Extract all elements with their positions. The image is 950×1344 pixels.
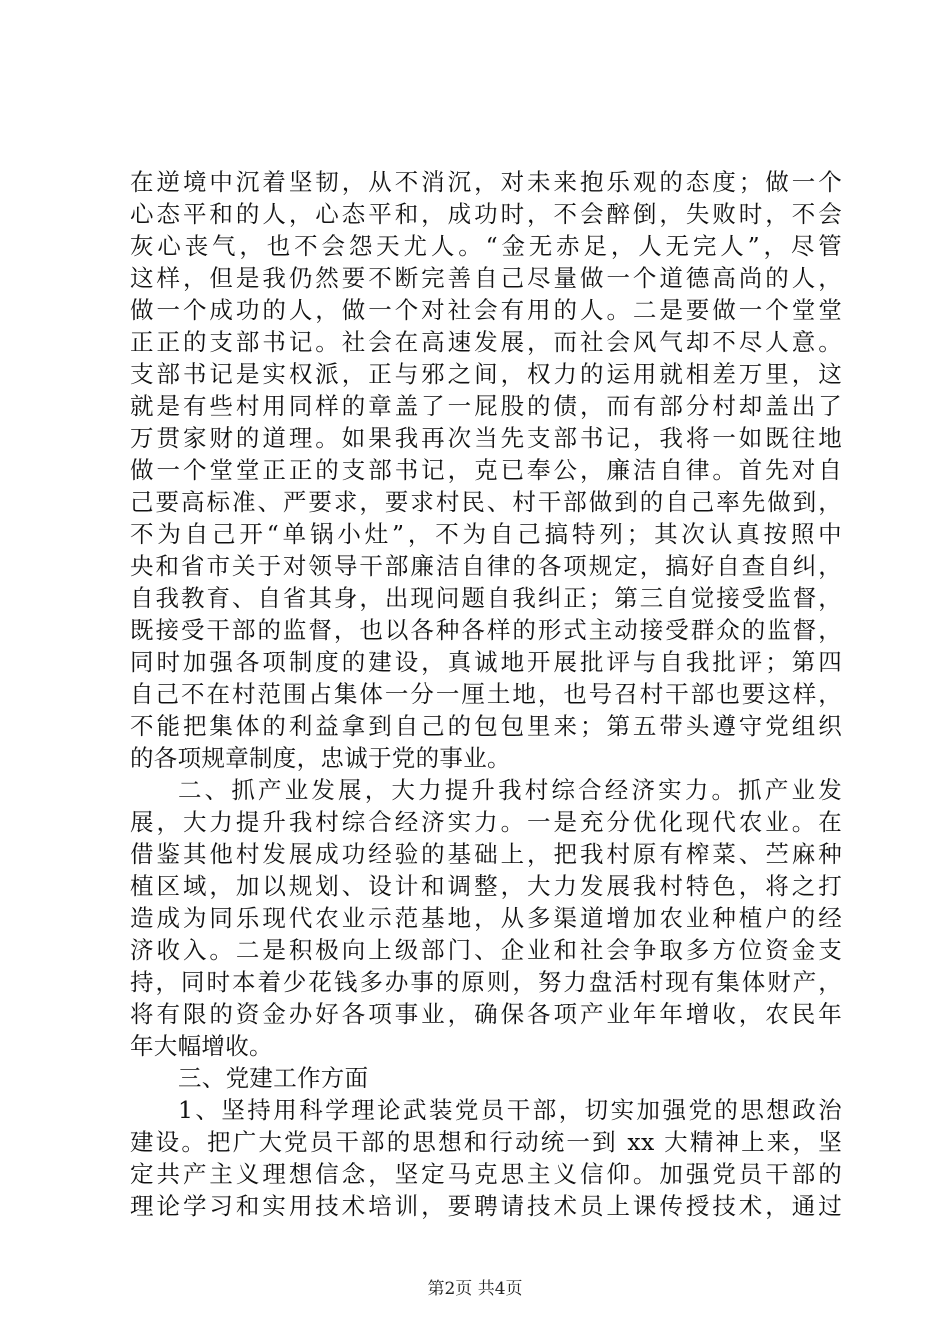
text-line: 1、坚持用科学理论武装党员干部，切实加强党的思想政治 bbox=[178, 1096, 842, 1124]
text-line: 就是有些村用同样的章盖了一屁股的债，而有部分村却盖出了 bbox=[130, 392, 842, 420]
text-line: 将有限的资金办好各项事业，确保各项产业年年增收，农民年 bbox=[130, 1000, 842, 1028]
text-line: 的各项规章制度，忠诚于党的事业。 bbox=[130, 744, 511, 772]
text-line: 不能把集体的利益拿到自己的包包里来；第五带头遵守党组织 bbox=[130, 712, 842, 740]
text-line: 这样，但是我仍然要不断完善自己尽量做一个道德高尚的人， bbox=[130, 264, 842, 292]
text-line: 济收入。二是积极向上级部门、企业和社会争取多方位资金支 bbox=[130, 936, 842, 964]
text-line: 借鉴其他村发展成功经验的基础上，把我村原有榨菜、苎麻种 bbox=[130, 840, 842, 868]
text-line: 定共产主义理想信念，坚定马克思主义信仰。加强党员干部的 bbox=[130, 1160, 842, 1188]
text-line: 做一个堂堂正正的支部书记，克已奉公，廉洁自律。首先对自 bbox=[130, 456, 842, 484]
text-line: 自我教育、自省其身，出现问题自我纠正；第三自觉接受监督， bbox=[130, 584, 842, 612]
text-line: 展，大力提升我村综合经济实力。一是充分优化现代农业。在 bbox=[130, 808, 842, 836]
document-body bbox=[130, 166, 842, 1222]
text-line: 央和省市关于对领导干部廉洁自律的各项规定，搞好自查自纠， bbox=[130, 552, 842, 580]
page-number-footer: 第2页 共4页 bbox=[427, 1279, 523, 1299]
text-line: 同时加强各项制度的建设，真诚地开展批评与自我批评；第四 bbox=[130, 648, 842, 676]
text-line: 二、抓产业发展，大力提升我村综合经济实力。抓产业发 bbox=[178, 776, 842, 804]
text-line: 年大幅增收。 bbox=[130, 1032, 273, 1060]
text-line: 三、党建工作方面 bbox=[178, 1064, 369, 1092]
text-line: 植区域，加以规划、设计和调整，大力发展我村特色，将之打 bbox=[130, 872, 842, 900]
text-line: 做一个成功的人，做一个对社会有用的人。二是要做一个堂堂 bbox=[130, 296, 842, 324]
text-line: 理论学习和实用技术培训，要聘请技术员上课传授技术，通过 bbox=[130, 1192, 842, 1220]
text-line: 自己不在村范围占集体一分一厘土地，也号召村干部也要这样， bbox=[130, 680, 842, 708]
text-line: 万贯家财的道理。如果我再次当先支部书记，我将一如既往地 bbox=[130, 424, 842, 452]
text-line: 既接受干部的监督，也以各种各样的形式主动接受群众的监督， bbox=[130, 616, 842, 644]
text-line: 不为自己开“单锅小灶”，不为自己搞特列；其次认真按照中 bbox=[130, 520, 842, 548]
text-line: 建设。把广大党员干部的思想和行动统一到 xx 大精神上来，坚 bbox=[130, 1128, 842, 1156]
text-line: 在逆境中沉着坚韧，从不消沉，对未来抱乐观的态度；做一个 bbox=[130, 168, 842, 196]
text-line: 持，同时本着少花钱多办事的原则，努力盘活村现有集体财产， bbox=[130, 968, 842, 996]
text-line: 心态平和的人，心态平和，成功时，不会醉倒，失败时，不会 bbox=[130, 200, 842, 228]
text-line: 灰心丧气，也不会怨天尤人。“金无赤足，人无完人”，尽管 bbox=[130, 232, 842, 260]
text-line: 造成为同乐现代农业示范基地，从多渠道增加农业种植户的经 bbox=[130, 904, 842, 932]
text-line: 支部书记是实权派，正与邪之间，权力的运用就相差万里，这 bbox=[130, 360, 842, 388]
text-line: 己要高标准、严要求，要求村民、村干部做到的自己率先做到， bbox=[130, 488, 842, 516]
text-line: 正正的支部书记。社会在高速发展，而社会风气却不尽人意。 bbox=[130, 328, 842, 356]
